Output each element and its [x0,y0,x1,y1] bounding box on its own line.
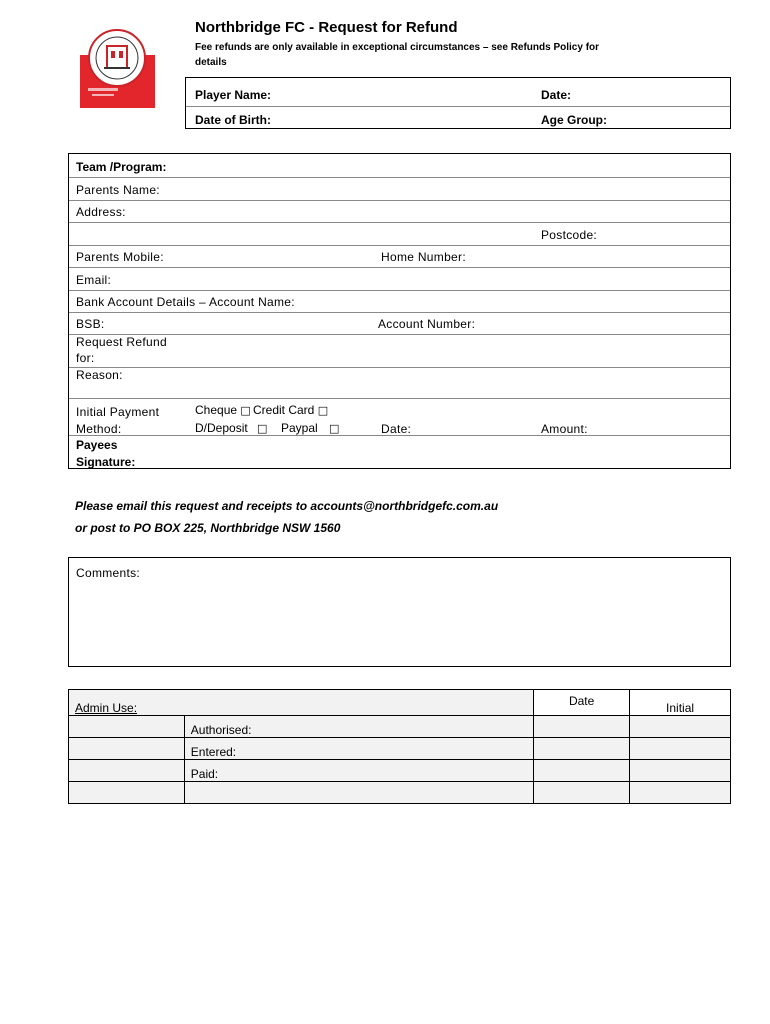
parents-mobile-label: Parents Mobile: [76,250,164,264]
authorised-date-cell[interactable] [534,716,630,738]
age-group-label: Age Group: [541,113,607,127]
request-refund-label-2: for: [76,351,95,365]
deposit-checkbox[interactable]: □ [257,422,268,435]
page-subtitle: Fee refunds are only available in exceptional circumstances – see Refunds Policy for details [195,42,600,68]
table-row [69,782,731,804]
option-paypal-label: Paypal [281,421,318,435]
team-label: Team /Program: [76,160,167,174]
admin-header-row [69,690,731,716]
entered-date-cell[interactable] [534,738,630,760]
request-refund-label-1: Request Refund [76,335,167,349]
table-row [69,716,731,738]
payees-signature-label-1: Payees [76,438,118,452]
admin-use-table [68,689,731,804]
payees-signature-label-2: Signature: [76,455,136,469]
entered-label: Entered: [184,738,533,760]
payment-date-label: Date: [381,422,412,436]
option-credit-card-label: Credit Card [253,403,315,417]
blank-initial-cell[interactable] [630,782,731,804]
parents-name-label: Parents Name: [76,183,160,197]
address-label: Address: [76,205,126,219]
email-instructions: Please email this request and receipts to accounts@northbridgefc.com.au [75,499,499,513]
page-title: Northbridge FC - Request for Refund [195,19,458,36]
blank-date-cell[interactable] [534,782,630,804]
bank-account-label: Bank Account Details – Account Name: [76,295,295,309]
account-number-label: Account Number: [378,317,476,331]
initial-payment-label-1: Initial Payment [76,405,160,419]
option-cheque[interactable] [195,403,251,417]
cheque-checkbox[interactable]: □ [240,404,251,417]
option-deposit[interactable] [195,421,267,435]
dob-label: Date of Birth: [195,113,271,127]
initial-payment-label-2: Method: [76,422,122,436]
entered-initial-cell[interactable] [630,738,731,760]
reason-label: Reason: [76,368,123,382]
table-row [69,738,731,760]
date-label: Date: [541,88,572,102]
paid-label: Paid: [184,760,533,782]
home-number-label: Home Number: [381,250,466,264]
amount-label: Amount: [541,422,588,436]
post-instructions: or post to PO BOX 225, Northbridge NSW 1560 [75,521,341,535]
blank-row-label [184,782,533,804]
player-name-label: Player Name: [195,88,272,102]
authorised-initial-cell[interactable] [630,716,731,738]
postcode-label: Postcode: [541,228,598,242]
option-credit-card[interactable] [253,403,328,417]
comments-label: Comments: [76,566,141,580]
club-logo [80,20,155,108]
paid-date-cell[interactable] [534,760,630,782]
email-label: Email: [76,273,112,287]
table-row [69,760,731,782]
refund-form-box [68,153,731,469]
credit-card-checkbox[interactable]: □ [317,404,329,417]
bsb-label: BSB: [76,317,105,331]
option-cheque-label: Cheque [195,403,238,417]
player-info-box [185,77,731,129]
option-paypal[interactable] [281,421,339,435]
authorised-label: Authorised: [184,716,533,738]
admin-initial-header: Initial [630,690,731,716]
comments-box[interactable] [68,557,731,667]
admin-date-header: Date [534,690,630,716]
paypal-checkbox[interactable]: □ [329,422,340,435]
option-deposit-label: D/Deposit [195,421,248,435]
admin-use-label: Admin Use: [75,701,138,715]
paid-initial-cell[interactable] [630,760,731,782]
